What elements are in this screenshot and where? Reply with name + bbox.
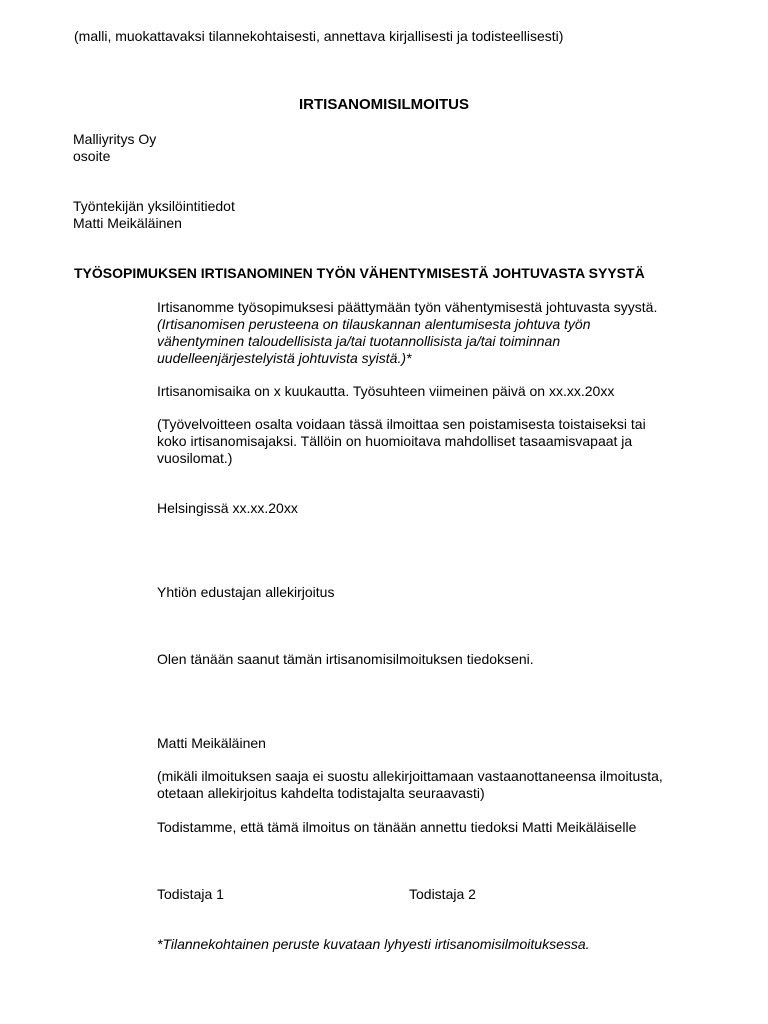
witness-2-label: Todistaja 2 — [409, 886, 476, 902]
document-title: IRTISANOMISILMOITUS — [299, 96, 469, 113]
footnote: *Tilannekohtainen peruste kuvataan lyhyesti irtisanomisilmoituksessa. — [157, 936, 590, 952]
work-obligation-line: (Työvelvoitteen osalta voidaan tässä ilmoittaa sen poistamisesta toistaiseksi tai — [157, 416, 646, 432]
termination-grounds-line: (Irtisanomisen perusteena on tilauskannan alentumisesta johtuva työn — [157, 316, 591, 332]
receipt-acknowledgement: Olen tänään saanut tämän irtisanomisilmoituksen tiedokseni. — [157, 651, 534, 667]
termination-grounds-line: vähentyminen taloudellisista ja/tai tuotannollisista ja/tai toiminnan — [157, 333, 561, 349]
refusal-note-line: otetaan allekirjoitus kahdelta todistajalta seuraavasti) — [157, 785, 485, 801]
termination-grounds-line: uudelleenjärjestelyistä johtuvista syistä.)* — [157, 350, 412, 366]
notice-period: Irtisanomisaika on x kuukautta. Työsuhteen viimeinen päivä on xx.xx.20xx — [157, 383, 615, 399]
work-obligation-line: vuosilomat.) — [157, 450, 233, 466]
template-note: (malli, muokattavaksi tilannekohtaisesti, annettava kirjallisesti ja todisteellisesti) — [74, 28, 564, 44]
employee-name: Matti Meikäläinen — [73, 215, 182, 231]
company-address: osoite — [73, 148, 111, 164]
witness-statement: Todistamme, että tämä ilmoitus on tänään annettu tiedoksi Matti Meikäläiselle — [157, 819, 637, 835]
refusal-note-line: (mikäli ilmoituksen saaja ei suostu allekirjoittamaan vastaanottaneensa ilmoitusta, — [157, 768, 663, 784]
subject-heading: TYÖSOPIMUKSEN IRTISANOMINEN TYÖN VÄHENTYMISESTÄ JOHTUVASTA SYYSTÄ — [74, 265, 645, 281]
employee-block — [73, 198, 235, 232]
refusal-note — [157, 768, 663, 802]
witness-1-label: Todistaja 1 — [157, 886, 224, 902]
termination-statement: Irtisanomme työsopimuksesi päättymään työn vähentymisestä johtuvasta syystä. — [157, 299, 658, 315]
place-and-date: Helsingissä xx.xx.20xx — [157, 500, 298, 516]
work-obligation-line: koko irtisanomisajaksi. Tällöin on huomioitava mahdolliset tasaamisvapaat ja — [157, 433, 633, 449]
work-obligation-note — [157, 416, 646, 467]
company-name: Malliyritys Oy — [73, 131, 157, 147]
company-block — [73, 131, 156, 165]
company-signature-label: Yhtiön edustajan allekirjoitus — [157, 584, 335, 600]
employee-signature-label: Matti Meikäläinen — [157, 735, 266, 751]
termination-grounds — [157, 316, 590, 367]
employee-id-label: Työntekijän yksilöintitiedot — [73, 198, 235, 214]
